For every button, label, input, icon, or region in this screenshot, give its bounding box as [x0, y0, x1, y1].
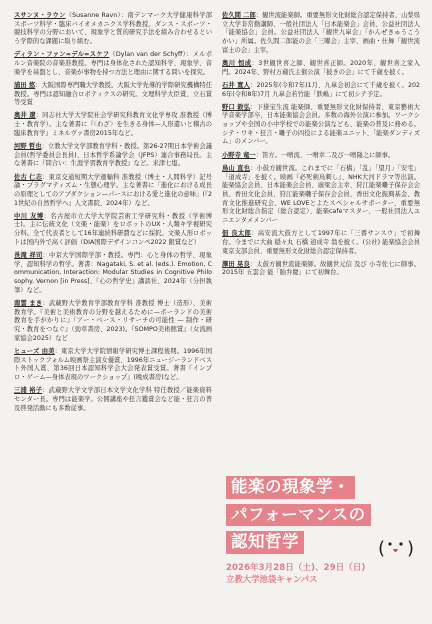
bio-name: 野口 敦弘: [222, 103, 251, 111]
bio-entry: [14, 213, 212, 248]
bio-name: 中川 友博: [14, 212, 44, 220]
bio-entry: [14, 252, 212, 295]
bio-entry: [222, 261, 420, 278]
bio-name: 佃 良太郎: [222, 230, 252, 238]
bio-text: ：立教大学文学部教育学科・教授。第26-27期日本学術会議会員(哲学委員会長員)、日本哲学系論学会（JFPS）連合事務局長。主な著書に『問合い：生涯学習教育学教授』など。来津七塩。: [14, 142, 212, 168]
bio-entry: [222, 104, 420, 147]
bio-entry: [14, 387, 212, 413]
bio-entry: [222, 12, 420, 55]
bio-text: ：高安流大鼓方として1997年に「三番サンスウ」で初舞台。今までに大曲 穏々丸 石橋 道成寺 翁を披く。(公社) 能楽協会会員 東京支部会員、重要無形文化財総合認定保持者。: [222, 230, 420, 255]
bio-name: 奥井 遼: [14, 112, 36, 120]
bio-entry: [222, 165, 420, 226]
bio-name: 澤田 晃良: [222, 260, 250, 268]
svg-text:(: (: [378, 538, 386, 559]
bio-text: （Susanne Ravn）：南デンマーク大学健康科学部スポーツ科学・臨床バイオメカニクス学科教授。ダンス・スポーツ・競技科学の分野において、現象学と質的研究手法を組み合わせるという学際的な課題に取り組む。: [14, 12, 212, 46]
bio-entry: [222, 152, 420, 161]
bio-entry: [14, 348, 212, 383]
bio-text: ：笛方。一噌流、一噌幸二及び一噌隆之に師事。: [255, 151, 395, 159]
bio-name: 三浦 裕子: [14, 387, 43, 395]
bio-text: ：東京交通短期大学運輸科 准教授（博士・人間科学）記号論・プラグマティズム・生態心理学。主な著書に「進化における成長の原理としてのアブダクション—パースにおける愛と進化の意味」(『21世紀の自然哲学へ』人文書院、2024年）など。: [14, 173, 212, 207]
bio-entry: [222, 82, 420, 99]
bio-text: （Dylan van der Schyff）：メルボルン音楽院の音楽准教授。専門は身体化された認知科学、現象学、音楽学を基盤とし、音楽が事物を持つ方法と理由に関する問いを探究。: [14, 51, 212, 76]
bio-entry: [14, 300, 212, 343]
bio-text: ：小鼓方観世流。これまでに「石橋」「乱」「望月」「安宅」「道成寺」を披く。映画『必死剣鳥刺し』、NHK大河ドラマ等出演。能楽協会会員、日本能楽会会員、廣梁会主幸、狩江能楽囃子保存会会員、香田文化会員、狩江能楽囃子保存会会員、香田文化振興基金、教育文化推進研究会、WE LOVEとよたスペシャルサポーター、重要無形文化財総合指定（総合認定）、能楽cafeマスター、一般社団法人ユニエンタメメンバー: [222, 164, 420, 224]
title-line-3: 認知哲学: [226, 531, 304, 554]
bio-entry: [14, 174, 212, 209]
bio-name: 佐久間 二郎: [222, 12, 256, 19]
bio-text: ：観世流能楽師。重要無形文化財総合認定保持者、山梨県立大学非常勤講師、一般社団法人「日本能楽会」会員、公益社団法人「能楽協会」会員。公益社団法人「観世九皐会」「かんぜきゅうこうかい」所属。佐久間二郎能の会「三曜会」主宰、画曲・仕舞「観世流 富士の会」主宰。: [222, 12, 420, 54]
event-date: 2026年3月28日（土)、29日（日): [226, 561, 366, 572]
bio-entry: [14, 82, 212, 108]
bio-text: ：2025年(令和7年)1月、九皐会初会にて千歳を披く。2026年(令和8年)7月 九皐会若竹能「鉄嶋」にて初シテ予定。: [222, 81, 420, 98]
bio-name: スサンヌ・ラウン: [14, 12, 66, 19]
bio-entry: [14, 12, 212, 47]
bio-text: ：3世観世喜之師、観世喜正師。2020年、観世喜之家入門。2024年、野村万蔵氏主催公演「披きの会」にて千歳を披く。: [222, 59, 420, 76]
bio-text: ：中京大学国際学部・教授。専門：心と身体の哲学、現象学、認知科学の哲学。著書：Nagataki, S. et al. (eds.). Emotion, Communication, Interaction: Modular Studies in Cognitive Philosophy. Vernon [in Press]、『心の哲学史』講談社、2024年（分担執筆）など。: [14, 252, 212, 294]
bio-entry: [14, 51, 212, 77]
bio-entry: [222, 230, 420, 256]
bio-entry: [14, 112, 212, 138]
bio-name: 奥川 恒成: [222, 59, 252, 67]
bio-name: 鳥山 直也: [222, 164, 250, 172]
left-column-bios: [14, 12, 212, 624]
bio-name: ヒューズ 由美: [14, 347, 55, 355]
bio-text: ：同志社大学大学院社会学研究科教育文化学専攻 准教授（博士・教育学）。主な著書に『〈わざ〉を生きる身体—人形遣いと稽古の臨床教育学』ミネルヴァ書房2015年など。: [14, 112, 212, 137]
smiling-face-icon: [376, 534, 416, 560]
bio-text: ：下掛宝生流 能楽師、重要無形文化財保持者、東京藝術大学音楽学部卒、日本能楽協会会員。多数の海外公演に参加。ワークショップや全国の小中学校での能楽公演なども、能楽の普及に務める。シテ・ワキ・狂言・囃子の四役による能楽ユニット、「能楽ダンディズム」のメンバー。: [222, 103, 420, 146]
bio-name: ディラン・ファン=デル=スケフ: [14, 51, 110, 59]
bio-name: 南雲 まき: [14, 299, 43, 307]
bio-text: ：武蔵野大学文学部日本文学文化学科 特任教授／能楽資料センター長。専門は能楽学。公開講座や狂言鑑賞会など能・狂言の普及啓発活動にも多数従事。: [14, 387, 212, 412]
bio-name: 浦田 悠: [14, 81, 36, 89]
title-line-1: 能楽の現象学・: [226, 476, 355, 499]
bio-name: 長滝 祥司: [14, 252, 43, 259]
title-line-2: パフォーマンスの: [226, 504, 371, 527]
bio-text: ：東京大学大学院情報学研究博士課程後期。1996年国際ストックフォルム映画祭主演女優賞、1996年ニュージーランドベスト外国人賞、第36回日本認知科学会大会発表賞受賞。著書『インプロ・ゲーム—身体表現のワークショップ』(晩成書房)など。: [14, 347, 212, 381]
bio-text: ：大阪国際専門職大学教授。大阪大学先導的学際研究機構特任教授。専門は認知融合ロボティクスの研究。文理科学大臣賞、立石賞等受賞: [14, 81, 213, 107]
bio-entry: [14, 143, 212, 169]
bio-text: ：太鼓方観世流能楽師。故観世元信 及び 小寺佐七に師事。2015年 五雲会 能「胎弁慶」にて初舞台。: [222, 260, 420, 277]
bio-name: 小野寺 竜一: [222, 151, 256, 159]
bio-text: ：名古屋市立大学大学院芸術工学研究科・教授（学術博士)。主に伝統文化（文楽・能楽）をロボットのUX・人類キ学視研究分科。全て代表者として16年連続科研費などに採択。文楽人形ロボットは国内外で高く評価（DIA国際デザインコンペ2022 銀賞など）: [14, 212, 212, 246]
svg-text:): ): [407, 538, 415, 559]
event-poster-block: [226, 476, 422, 585]
event-venue: 立教大学池袋キャンパス: [226, 573, 318, 584]
bio-text: ：武蔵野大学教育学部教育学科 准教授 博士（造形）、美術教育学。『美術と美術教育の分野を越えるために—ボーランドの美術教育を手がかりに』『アー・ベース・リサーチの可能性 — 制作・研究・教育をつなぐ』（勁草書房、2023)。『SOMPO美術館賞』（女流画家協会2025）など: [14, 299, 212, 342]
bio-name: 石井 寛人: [222, 81, 251, 89]
bio-entry: [222, 60, 420, 77]
bio-name: 河野 哲也: [14, 142, 42, 150]
bio-name: 佐古 仁志: [14, 173, 43, 181]
